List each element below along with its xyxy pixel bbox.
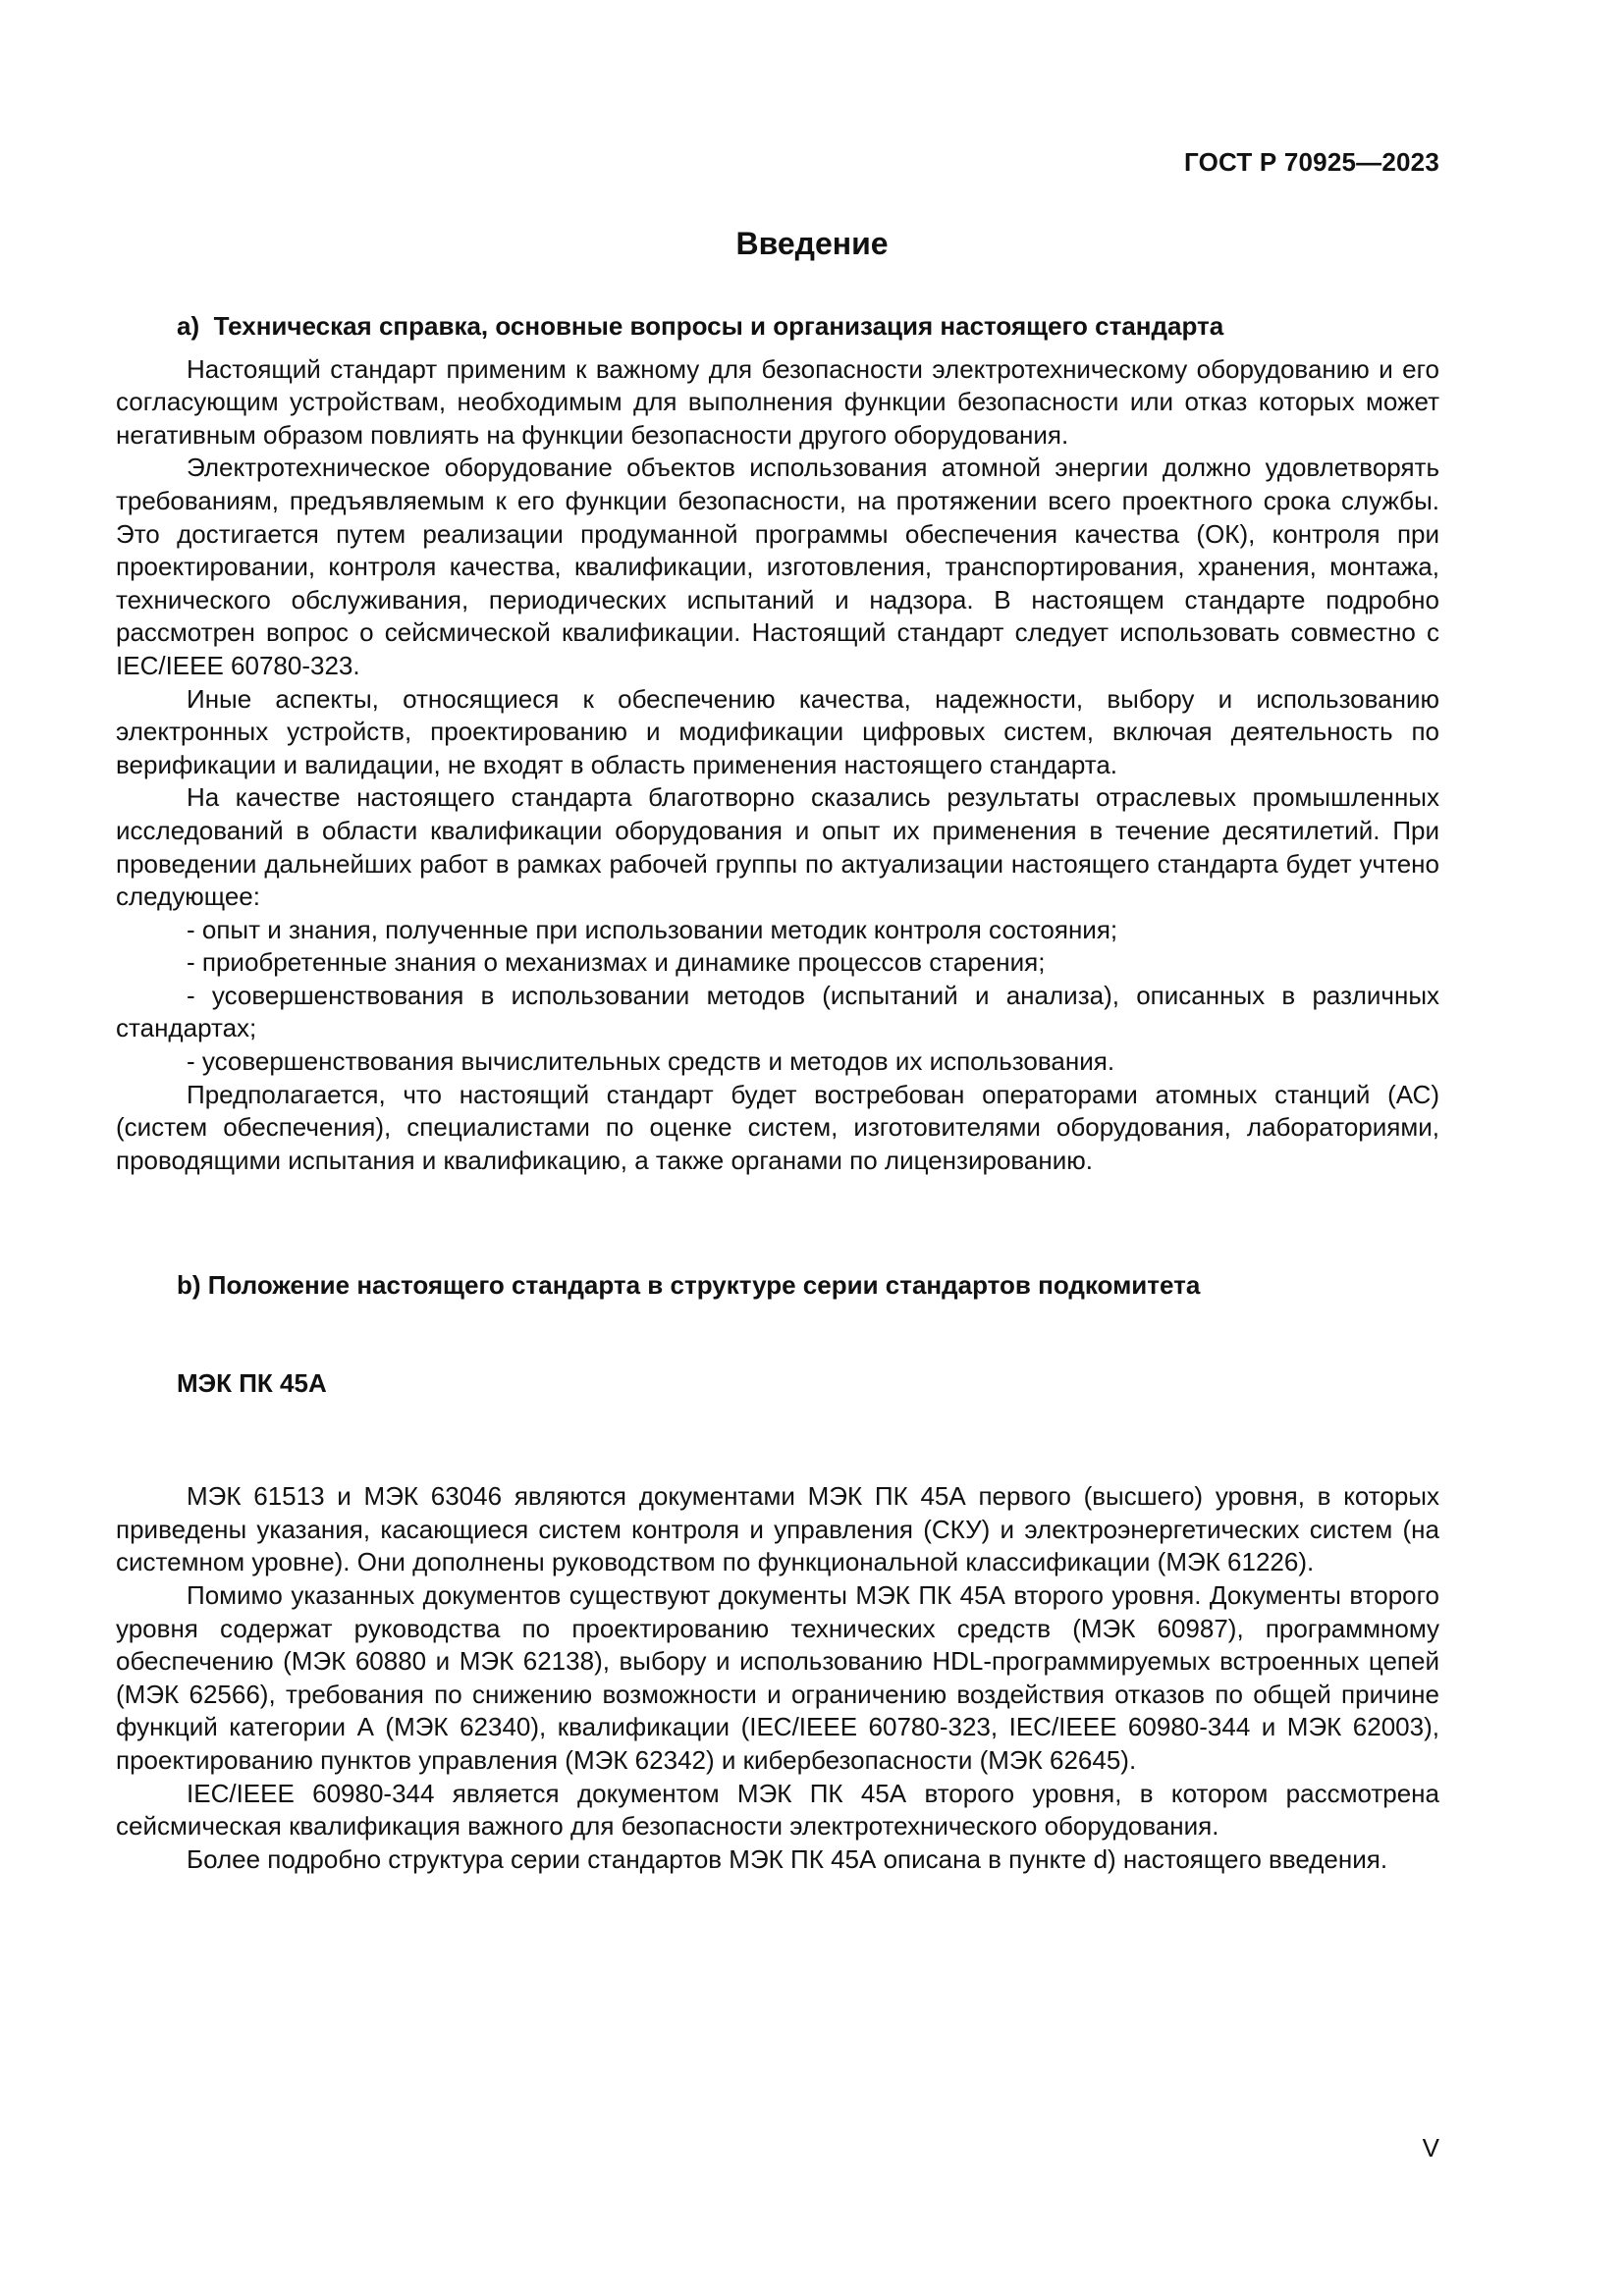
page-number: V [1422,2133,1439,2163]
paragraph: На качестве настоящего стандарта благотворно сказались результаты отраслевых промышленных исследований в области квалификации оборудования и опыт их применения в течение десятилетий. При проведении дальнейших работ в рамках рабочей группы по актуализации настоящего стандарта будет учтено следующее: [116,782,1439,912]
list-item: - опыт и знания, полученные при использовании методик контроля состояния; [187,914,1118,944]
section-b-heading-line: МЭК ПК 45А [177,1368,327,1399]
paragraph: Помимо указанных документов существуют документы МЭК ПК 45А второго уровня. Документы второго уровня содержат руководства по проектированию технических средств (МЭК 60987), программному обеспечению (МЭК 60880 и МЭК 62138), выбору и использованию HDL-программируемых встроенных цепей (МЭК 62566), требования по снижению возможности и ограничению воздействия отказов по общей причине функций категории А (МЭК 62340), квалификации (IEC/IEEE 60780-323, IEC/IEEE 60980-344 и МЭК 62003), проектированию пунктов управления (МЭК 62342) и кибербезопасности (МЭК 62645). [116,1579,1439,1775]
list-item: - усовершенствования в использовании методов (испытаний и анализа), описанных в различных стандартах; [116,980,1439,1043]
section-b-heading [116,1202,1439,1467]
paragraph: Электротехническое оборудование объектов использования атомной энергии должно удовлетворять требованиям, предъявляемым к его функции безопасности, на протяжении всего проектного срока службы. Это достигается путем реализации продуманной программы обеспечения качества (ОК), контроля при проектировании, контроля качества, квалификации, изготовления, транспортирования, хранения, монтажа, технического обслуживания, периодических испытаний и надзора. В настоящем стандарте подробно рассмотрен вопрос о сейсмической квалификации. Настоящий стандарт следует использовать совместно с IEC/IEEE 60780-323. [116,453,1439,680]
section-a-heading: а) Техническая справка, основные вопросы и организация настоящего стандарта [177,311,1224,341]
paragraph: IEC/IEEE 60980-344 является документом МЭК ПК 45А второго уровня, в котором рассмотрена сейсмическая квалификация важного для безопасности электротехнического оборудования. [116,1778,1439,1842]
section-b [116,1202,1439,1876]
page-title: Введение [735,226,889,261]
list-item: - приобретенные знания о механизмах и динамике процессов старения; [187,947,1046,978]
paragraph: Иные аспекты, относящиеся к обеспечению качества, надежности, выбору и использованию электронных устройств, проектированию и модификации цифровых систем, включая деятельность по верификации и валидации, не входят в область применения настоящего стандарта. [116,683,1439,779]
paragraph: Настоящий стандарт применим к важному для безопасности электротехническому оборудованию и его согласующим устройствам, необходимым для выполнения функции безопасности или отказ которых может негативным образом повлиять на функции безопасности другого оборудования. [116,353,1439,450]
document-body [116,310,1439,1876]
list-item: - усовершенствования вычислительных средств и методов их использования. [187,1046,1115,1077]
paragraph: Более подробно структура серии стандартов МЭК ПК 45А описана в пункте d) настоящего введения. [187,1843,1388,1874]
document-code: ГОСТ Р 70925—2023 [1184,147,1439,177]
section-a [116,310,1439,1177]
paragraph: Предполагается, что настоящий стандарт будет востребован операторами атомных станций (АС) (систем обеспечения), специалистами по оценке систем, изготовителями оборудования, лабораториями, проводящими испытания и квалификацию, а также органами по лицензированию. [116,1079,1439,1175]
section-b-heading-line: b) Положение настоящего стандарта в структуре серии стандартов подкомитета [177,1269,1201,1300]
paragraph: МЭК 61513 и МЭК 63046 являются документами МЭК ПК 45А первого (высшего) уровня, в которых приведены указания, касающиеся систем контроля и управления (СКУ) и электроэнергетических систем (на системном уровне). Они дополнены руководством по функциональной классификации (МЭК 61226). [116,1481,1439,1577]
